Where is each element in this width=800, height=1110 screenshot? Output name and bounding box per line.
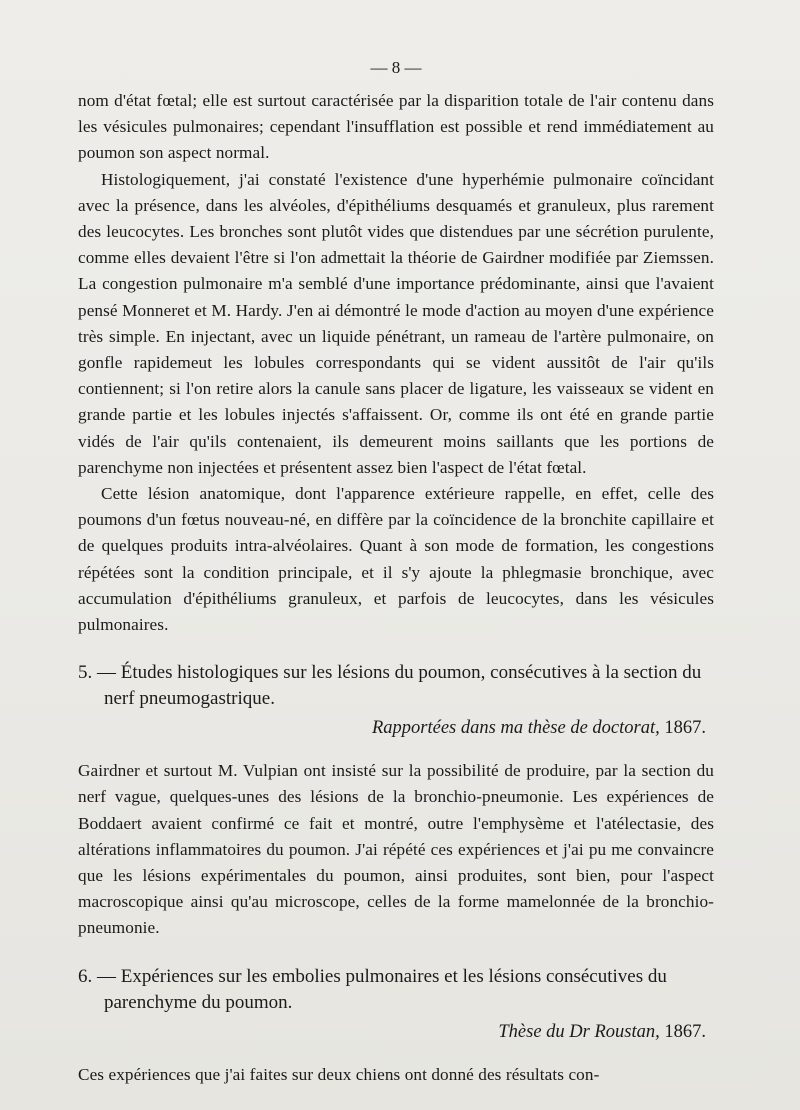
paragraph-1: nom d'état fœtal; elle est surtout caractérisée par la disparition totale de l'air contenu dans les vésicules pulmonaires; cependant l'insufflation est possible et rend immédiatement au poumon son aspect normal.: [78, 91, 714, 163]
page-content: [78, 58, 714, 1088]
entry-5-body: Gairdner et surtout M. Vulpian ont insisté sur la possibilité de produire, par la section du nerf vague, quelques-unes des lésions de la bronchio-pneumonie. Les expériences de Boddaert avaient confirmé ce fait et montré, outre l'emphysème et l'atélectasie, des altérations inflammatoires du poumon. J'ai répété ces expériences et j'ai pu me convaincre que les lésions expérimentales du poumon, ainsi produites, sont bien, pour l'aspect macroscopique ainsi qu'au microscope, celles de la forme mamelonnée de la bronchio-pneumonie.: [78, 761, 714, 938]
entry-6-reference: [78, 1018, 706, 1046]
page-number: — 8 —: [370, 58, 422, 77]
entry-5-ref-title: Rapportées dans ma thèse de doctorat,: [372, 718, 660, 739]
entry-6: [78, 964, 714, 1088]
entry-5-ref-year: 1867.: [664, 718, 706, 739]
paragraph-2: Histologiquement, j'ai constaté l'existence d'une hyperhémie pulmonaire coïncidant avec la présence, dans les alvéoles, d'épithéliums desquamés et granuleux, plus rarement des leucocytes. Les bronches sont plutôt vides que distendues par une sécrétion purulente, comme elles devaient l'être si l'on admettait la théorie de Gairdner modifiée par Ziemssen. La congestion pulmonaire m'a semblé d'une importance prédominante, ainsi que l'avaient pensé Monneret et M. Hardy. J'en ai démontré le mode d'action au moyen d'une expérience très simple. En injectant, avec un liquide pénétrant, un rameau de l'artère pulmonaire, on gonfle rapidemeut les lobules correspondants qui se vident aussitôt de l'air qu'ils contiennent; si l'on retire alors la canule sans placer de ligature, les vaisseaux se vident en grande partie et les lobules injectés s'affaissent. Or, comme ils ont été en grande partie vidés de l'air qu'ils contenaient, ils demeurent moins saillants que les portions de parenchyme non injectées et présentent assez bien l'aspect de l'état fœtal.: [78, 169, 714, 477]
entry-5-reference: [78, 714, 706, 742]
entry-6-body: Ces expériences que j'ai faites sur deux chiens ont donné des résultats con-: [78, 1064, 600, 1084]
entry-5: [78, 660, 714, 941]
entry-5-title: 5. — Études histologiques sur les lésions du poumon, consécutives à la section du nerf pneumogastrique.: [78, 662, 702, 710]
entry-6-ref-title: Thèse du Dr Roustan,: [498, 1021, 660, 1042]
paragraph-3: Cette lésion anatomique, dont l'apparence extérieure rappelle, en effet, celle des poumons d'un fœtus nouveau-né, en diffère par la coïncidence de la bronchite capillaire et de quelques produits intra-alvéolaires. Quant à son mode de formation, les congestions répétées sont la condition principale, et il s'y ajoute la phlegmasie bronchique, avec accumulation d'épithéliums granuleux, et parfois de leucocytes, dans les vésicules pulmonaires.: [78, 484, 714, 635]
entry-6-ref-year: 1867.: [664, 1021, 706, 1042]
entry-6-title: 6. — Expériences sur les embolies pulmonaires et les lésions consécutives du parenchyme du poumon.: [78, 965, 667, 1013]
